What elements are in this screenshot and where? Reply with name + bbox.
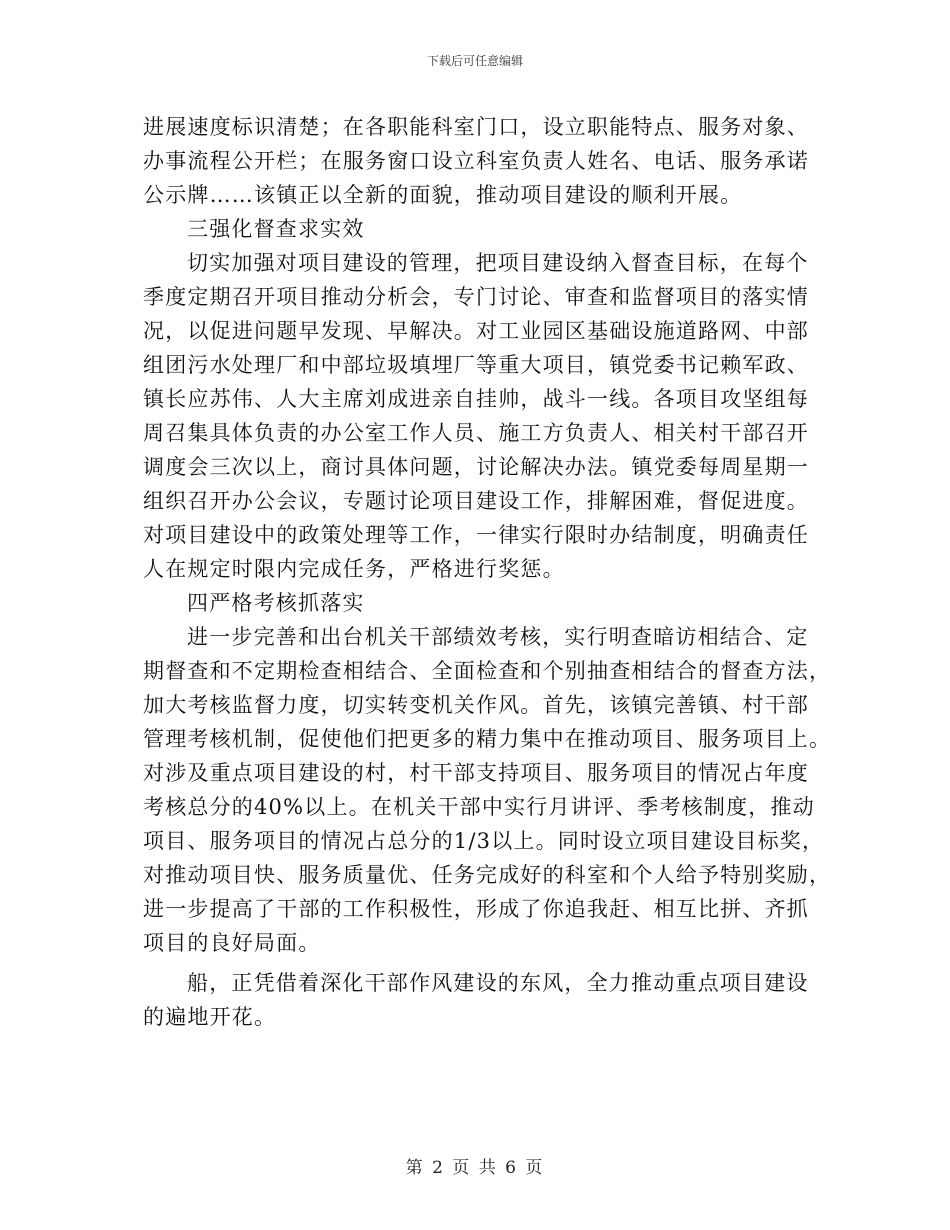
body-line: 周召集具体负责的办公室工作人员、施工方负责人、相关村干部召开 xyxy=(143,421,809,445)
body-line: 对涉及重点项目建设的村，村干部支持项目、服务项目的情况占年度 xyxy=(143,761,809,785)
body-line: 办事流程公开栏；在服务窗口设立科室负责人姓名、电话、服务承诺 xyxy=(143,149,809,173)
section-heading: 四严格考核抓落实 xyxy=(187,591,365,615)
body-line: 组团污水处理厂和中部垃圾填埋厂等重大项目，镇党委书记赖军政、 xyxy=(143,353,809,377)
body-line: 考核总分的40%以上。在机关干部中实行月讲评、季考核制度，推动 xyxy=(143,795,815,819)
paragraph-start: 船，正凭借着深化干部作风建设的东风，全力推动重点项目建设 xyxy=(187,971,809,995)
body-line: 况，以促进问题早发现、早解决。对工业园区基础设施道路网、中部 xyxy=(143,319,809,343)
body-line: 的遍地开花。 xyxy=(143,1005,277,1029)
page-header-note: 下载后可任意编辑 xyxy=(426,54,523,68)
paragraph-start: 进一步完善和出台机关干部绩效考核，实行明查暗访相结合、定 xyxy=(187,625,809,649)
body-line: 人在规定时限内完成任务，严格进行奖惩。 xyxy=(143,557,565,581)
section-heading: 三强化督查求实效 xyxy=(187,217,365,241)
body-line: 加大考核监督力度，切实转变机关作风。首先，该镇完善镇、村干部 xyxy=(143,693,809,717)
body-line: 进一步提高了干部的工作积极性，形成了你追我赶、相互比拼、齐抓 xyxy=(143,897,809,921)
body-line: 公示牌……该镇正以全新的面貌，推动项目建设的顺利开展。 xyxy=(143,183,743,207)
body-line: 季度定期召开项目推动分析会，专门讨论、审查和监督项目的落实情 xyxy=(143,285,809,309)
body-line: 对项目建设中的政策处理等工作，一律实行限时办结制度，明确责任 xyxy=(143,523,809,547)
body-line: 项目、服务项目的情况占总分的1/3以上。同时设立项目建设目标奖， xyxy=(143,829,825,853)
body-line: 进展速度标识清楚；在各职能科室门口，设立职能特点、服务对象、 xyxy=(143,115,809,139)
paragraph-start: 切实加强对项目建设的管理，把项目建设纳入督查目标，在每个 xyxy=(187,251,809,275)
page-number: 第 2 页 共 6 页 xyxy=(405,1158,545,1178)
document-body xyxy=(143,110,832,1034)
body-line: 期督查和不定期检查相结合、全面检查和个别抽查相结合的督查方法， xyxy=(143,659,832,683)
body-line: 对推动项目快、服务质量优、任务完成好的科室和个人给予特别奖励， xyxy=(143,863,832,887)
body-line: 组织召开办公会议，专题讨论项目建设工作，排解困难，督促进度。 xyxy=(143,489,809,513)
body-line: 镇长应苏伟、人大主席刘成进亲自挂帅，战斗一线。各项目攻坚组每 xyxy=(143,387,809,411)
body-line: 项目的良好局面。 xyxy=(143,931,321,955)
body-line: 管理考核机制，促使他们把更多的精力集中在推动项目、服务项目上。 xyxy=(143,727,832,751)
body-line: 调度会三次以上，商讨具体问题，讨论解决办法。镇党委每周星期一 xyxy=(143,455,809,479)
